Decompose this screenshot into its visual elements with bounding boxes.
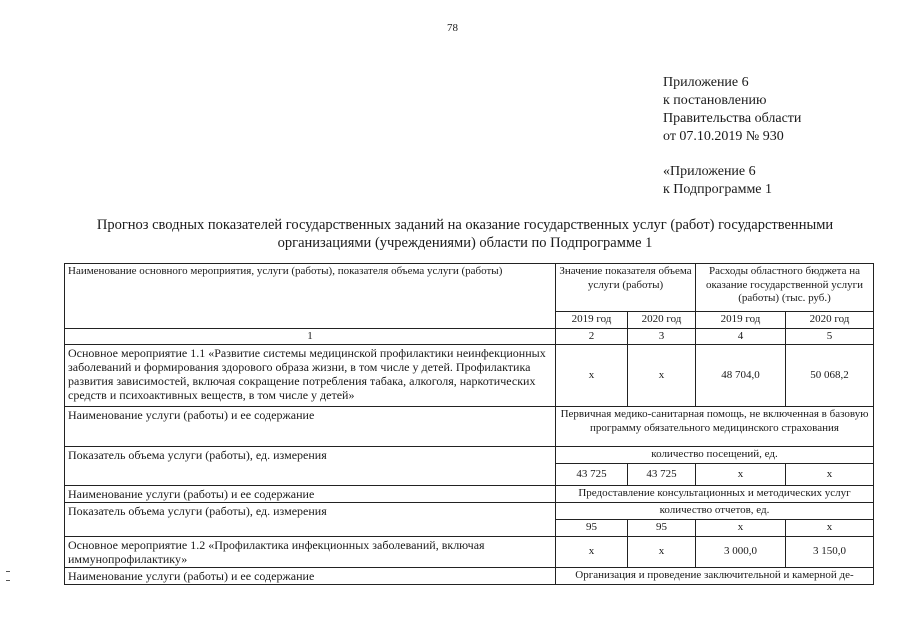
table-row bbox=[65, 345, 874, 407]
table-row bbox=[65, 407, 874, 447]
service-description: Организация и проведение заключительной и камерной де- bbox=[556, 567, 874, 584]
row-value: 43 725 bbox=[556, 464, 628, 486]
row-value: x bbox=[696, 520, 786, 537]
header-year: 2020 год bbox=[786, 312, 874, 329]
appendix-block bbox=[663, 74, 801, 146]
row-label: Наименование услуги (работы) и ее содержание bbox=[65, 407, 556, 447]
row-value: x bbox=[556, 345, 628, 407]
column-number: 5 bbox=[786, 328, 874, 345]
row-label: Основное мероприятие 1.1 «Развитие системы медицинской профилактики неинфекционных заболеваний и формирования здорового образа жизни, в том числе у детей. Профилактика развития зависимостей, включая сокращение потребления табака, алкоголя, наркотических средств и психоактивных веществ, в том числе у детей» bbox=[65, 345, 556, 407]
row-value: 50 068,2 bbox=[786, 345, 874, 407]
row-label: Показатель объема услуги (работы), ед. измерения bbox=[65, 447, 556, 486]
table-numbers-row bbox=[65, 328, 874, 345]
appendix-quote-line: «Приложение 6 bbox=[663, 164, 756, 179]
volume-unit: количество посещений, ед. bbox=[556, 447, 874, 464]
scan-mark bbox=[6, 580, 10, 581]
row-value: 43 725 bbox=[628, 464, 696, 486]
row-value: 48 704,0 bbox=[696, 345, 786, 407]
appendix-line: Правительства области bbox=[663, 111, 802, 126]
row-value: x bbox=[556, 536, 628, 567]
service-description: Первичная медико-санитарная помощь, не включенная в базовую программу обязательного медицинского страхования bbox=[556, 407, 874, 447]
table-row bbox=[65, 503, 874, 520]
scan-mark bbox=[6, 571, 10, 572]
appendix-line: Приложение 6 bbox=[663, 75, 749, 90]
appendix-line: к постановлению bbox=[663, 93, 767, 108]
row-label: Показатель объема услуги (работы), ед. измерения bbox=[65, 503, 556, 537]
row-value: x bbox=[628, 536, 696, 567]
row-label: Наименование услуги (работы) и ее содержание bbox=[65, 486, 556, 503]
appendix-line: от 07.10.2019 № 930 bbox=[663, 129, 784, 144]
row-value: x bbox=[696, 464, 786, 486]
table-row bbox=[65, 536, 874, 567]
row-value: 3 150,0 bbox=[786, 536, 874, 567]
table-header-row bbox=[65, 264, 874, 312]
forecast-table bbox=[64, 263, 874, 585]
service-description: Предоставление консультационных и методических услуг bbox=[556, 486, 874, 503]
header-value-group: Значение показателя объема услуги (работы) bbox=[556, 264, 696, 312]
table-row bbox=[65, 486, 874, 503]
row-value: 3 000,0 bbox=[696, 536, 786, 567]
table-row bbox=[65, 447, 874, 464]
header-year: 2019 год bbox=[556, 312, 628, 329]
row-value: x bbox=[786, 520, 874, 537]
column-number: 4 bbox=[696, 328, 786, 345]
row-value: 95 bbox=[628, 520, 696, 537]
row-label: Наименование услуги (работы) и ее содержание bbox=[65, 567, 556, 584]
header-expense-group: Расходы областного бюджета на оказание государственной услуги (работы) (тыс. руб.) bbox=[696, 264, 874, 312]
document-title: Прогноз сводных показателей государственных заданий на оказание государственных услуг (работ) государственными организациями (учреждениями) области по Подпрограмме 1 bbox=[96, 217, 834, 251]
header-year: 2020 год bbox=[628, 312, 696, 329]
column-number: 1 bbox=[65, 328, 556, 345]
table-row bbox=[65, 567, 874, 584]
row-value: x bbox=[628, 345, 696, 407]
appendix-quote-line: к Подпрограмме 1 bbox=[663, 182, 773, 197]
row-value: 95 bbox=[556, 520, 628, 537]
row-label: Основное мероприятие 1.2 «Профилактика инфекционных заболеваний, включая иммунопрофилактику» bbox=[65, 536, 556, 567]
volume-unit: количество отчетов, ед. bbox=[556, 503, 874, 520]
header-year: 2019 год bbox=[696, 312, 786, 329]
page-number: 78 bbox=[447, 22, 458, 34]
column-number: 2 bbox=[556, 328, 628, 345]
header-col1: Наименование основного мероприятия, услуги (работы), показателя объема услуги (работы) bbox=[65, 264, 556, 329]
appendix-quote-block bbox=[663, 163, 772, 199]
row-value: x bbox=[786, 464, 874, 486]
column-number: 3 bbox=[628, 328, 696, 345]
